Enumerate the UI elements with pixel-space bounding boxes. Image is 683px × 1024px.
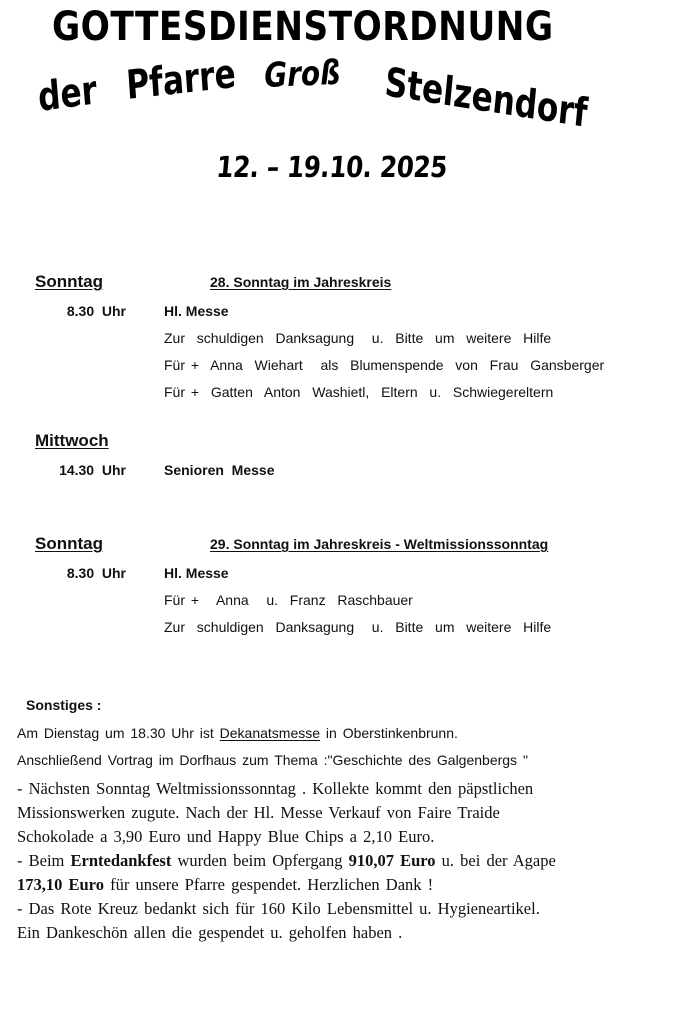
erntedank-line-1 <box>17 849 667 873</box>
service-name: Hl. Messe <box>164 303 229 319</box>
day-label: Sonntag <box>35 272 103 291</box>
service-time: 8.30 Uhr <box>66 565 126 581</box>
subtitle-word: Stelzendorf <box>382 59 590 137</box>
subtitle-word: Pfarre <box>124 50 238 109</box>
date-range: 12. – 19.10. 2025 <box>214 150 449 184</box>
service-time: 8.30 Uhr <box>66 303 126 319</box>
vortrag-note: Anschließend Vortrag im Dorfhaus zum Thema :"Geschichte des Galgenbergs " <box>17 752 528 768</box>
note-text: in Oberstinkenbrunn. <box>320 725 458 741</box>
mission-line: Schokolade a 3,90 Euro und Happy Blue Chips a 2,10 Euro. <box>17 827 435 846</box>
mass-intention: Für + Anna u. Franz Raschbauer <box>164 592 413 608</box>
service-name: Hl. Messe <box>164 565 229 581</box>
day-label: Mittwoch <box>35 431 109 450</box>
service-time: 14.30 Uhr <box>59 462 126 478</box>
rotes-kreuz-line: - Das Rote Kreuz bedankt sich für 160 Kilo Lebensmittel u. Hygieneartikel. <box>17 899 540 918</box>
note-text: u. bei der Agape <box>435 851 556 870</box>
erntedankfest-bold: Erntedankfest <box>70 851 172 870</box>
mission-line: - Nächsten Sonntag Weltmissionssonntag . Kollekte kommt den päpstlichen <box>17 779 534 798</box>
subtitle-word: der <box>36 67 99 121</box>
dekanat-note <box>17 725 458 741</box>
other-heading: Sonstiges : <box>26 697 102 713</box>
opfergang-amount: 910,07 Euro <box>348 851 436 870</box>
service-name: Senioren Messe <box>164 462 275 478</box>
occasion-label: 28. Sonntag im Jahreskreis <box>210 274 392 290</box>
note-text: wurden beim Opfergang <box>171 851 349 870</box>
note-text: - Beim <box>17 851 71 870</box>
mass-intention: Für + Gatten Anton Washietl, Eltern u. Schwiegereltern <box>164 384 554 400</box>
day-label: Sonntag <box>35 534 103 553</box>
announcement-paragraphs <box>17 777 667 945</box>
rotes-kreuz-line: Ein Dankeschön allen die gespendet u. geholfen haben . <box>17 923 403 942</box>
subtitle-word: Groß <box>263 52 341 97</box>
page-subtitle <box>36 50 680 137</box>
occasion-label: 29. Sonntag im Jahreskreis - Weltmissionssonntag <box>210 536 549 552</box>
mass-intention: Für + Anna Wiehart als Blumenspende von Frau Gansberger <box>164 357 605 373</box>
note-text: für unsere Pfarre gespendet. Herzlichen Dank ! <box>103 875 434 894</box>
note-text: Am Dienstag um 18.30 Uhr ist <box>17 725 220 741</box>
dekanatsmesse-underlined: Dekanatsmesse <box>219 725 321 741</box>
mission-line: Missionswerken zugute. Nach der Hl. Messe Verkauf von Faire Traide <box>17 803 500 822</box>
mass-intention: Zur schuldigen Danksagung u. Bitte um weitere Hilfe <box>164 330 552 346</box>
erntedank-line-2 <box>17 873 667 897</box>
mass-intention: Zur schuldigen Danksagung u. Bitte um weitere Hilfe <box>164 619 552 635</box>
agape-amount: 173,10 Euro <box>17 875 104 894</box>
page-title: GOTTESDIENSTORDNUNG <box>52 4 554 50</box>
